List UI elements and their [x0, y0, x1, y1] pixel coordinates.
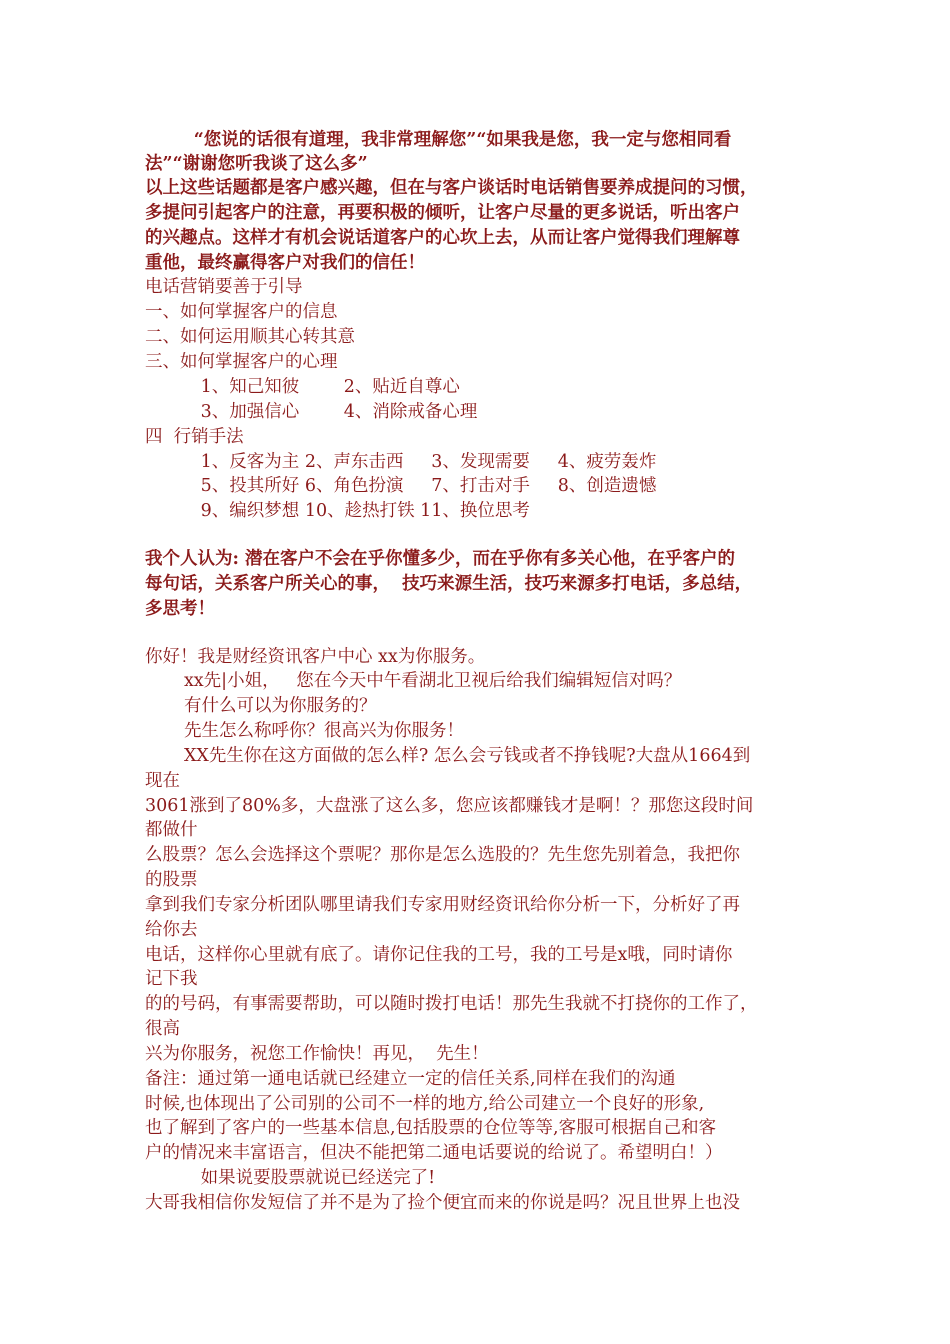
list-item: 5、投其所好 6、角色扮演 7、打击对手 8、创造遗憾 [145, 476, 657, 496]
list-item: 3、加强信心 4、消除戒备心理 [145, 402, 478, 422]
text-line: 的的号码，有事需要帮助，可以随时拨打电话！那先生我就不打挠你的工作了， [145, 994, 758, 1014]
list-item: 一、如何掌握客户的信息 [145, 302, 338, 322]
text-line: XX先生你在这方面做的怎么样? 怎么会亏钱或者不挣钱呢?大盘从1664到 [145, 746, 751, 766]
note-line: 也了解到了客户的一些基本信息,包括股票的仓位等等,客服可根据自己和客 [145, 1118, 717, 1138]
text-line: 我个人认为: 潜在客户不会在乎你懂多少，而在乎你有多关心他，在乎客户的 [145, 549, 736, 569]
text-line: 么股票？怎么会选择这个票呢？那你是怎么选股的？先生您先别着急，我把你 [145, 845, 740, 865]
note-line: 备注：通过第一通电话就已经建立一定的信任关系,同样在我们的沟通 [145, 1069, 676, 1089]
text-line: 现在 [145, 771, 180, 791]
text-line: 有什么可以为你服务的？ [145, 696, 377, 716]
text-line: 的股票 [145, 870, 198, 890]
text-line: 大哥我相信你发短信了并不是为了捡个便宜而来的你说是吗？况且世界上也没 [145, 1193, 740, 1213]
text-line: 的兴趣点。这样才有机会说话道客户的心坎上去，从而让客户觉得我们理解尊 [145, 228, 740, 248]
text-line: 记下我 [145, 969, 198, 989]
text-line: “您说的话很有道理，我非常理解您”“如果我是您，我一定与您相同看 [145, 130, 732, 150]
text-line: 3061涨到了80%多，大盘涨了这么多，您应该都赚钱才是啊！？那您这段时间 [145, 796, 754, 816]
text-line: 你好！我是财经资讯客户中心 xx为你服务。 [145, 647, 486, 667]
list-item: 二、如何运用顺其心转其意 [145, 327, 355, 347]
text-line: 兴为你服务，祝您工作愉快！再见， 先生！ [145, 1044, 489, 1064]
text-line: 先生怎么称呼你？很高兴为你服务！ [145, 721, 464, 741]
text-line: 法”“谢谢您听我谈了这么多” [145, 154, 368, 174]
list-item: 1、反客为主 2、声东击西 3、发现需要 4、疲劳轰炸 [145, 452, 657, 472]
text-line: 拿到我们专家分析团队哪里请我们专家用财经资讯给你分析一下，分析好了再 [145, 895, 740, 915]
text-line: 多思考！ [145, 599, 215, 619]
text-line: 很高 [145, 1019, 180, 1039]
text-line: 重他，最终赢得客户对我们的信任！ [145, 253, 425, 273]
note-line: 户的情况来丰富语言，但决不能把第二通电话要说的给说了。希望明白！） [145, 1143, 723, 1163]
text-line: 如果说要股票就说已经送完了! [145, 1168, 436, 1188]
text-line: xx先|小姐， 您在今天中午看湖北卫视后给我们编辑短信对吗？ [145, 671, 682, 691]
list-item: 9、编织梦想 10、趁热打铁 11、换位思考 [145, 501, 530, 521]
note-line: 时候,也体现出了公司别的公司不一样的地方,给公司建立一个良好的形象, [145, 1094, 705, 1114]
list-item: 三、如何掌握客户的心理 [145, 352, 338, 372]
list-item: 1、知己知彼 2、贴近自尊心 [145, 377, 460, 397]
section-heading: 电话营销要善于引导 [145, 277, 303, 297]
list-item: 四 行销手法 [145, 427, 244, 447]
text-line: 多提问引起客户的注意，再要积极的倾听，让客户尽量的更多说话，听出客户 [145, 203, 740, 223]
text-line: 都做什 [145, 820, 198, 840]
text-line: 以上这些话题都是客户感兴趣，但在与客户谈话时电话销售要养成提问的习惯， [145, 178, 758, 198]
text-line: 每句话，关系客户所关心的事， 技巧来源生活，技巧来源多打电话，多总结， [145, 574, 753, 594]
text-line: 给你去 [145, 920, 198, 940]
text-line: 电话，这样你心里就有底了。请你记住我的工号，我的工号是x哦，同时请你 [145, 945, 733, 965]
